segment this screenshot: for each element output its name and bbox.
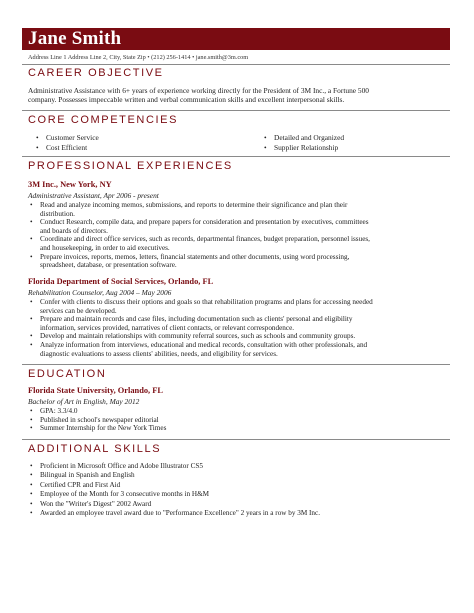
section-divider bbox=[22, 364, 450, 365]
candidate-name: Jane Smith bbox=[28, 28, 122, 49]
job-bullet bbox=[28, 253, 446, 270]
competency-item: • Detailed and Organized bbox=[264, 133, 344, 143]
competency-item: • Customer Service bbox=[36, 133, 99, 143]
bullet-line: information, services provided, narratives of client contacts, or relevant correspondence. bbox=[40, 323, 295, 332]
job-role: Rehabilitation Counselor, Aug 2004 – May 2006 bbox=[28, 288, 172, 297]
bullet-line: • Read and analyze incoming memos, submissions, and reports to determine their significance and plan their bbox=[40, 201, 348, 209]
bullet-line: • Develop and maintain relationships with community referral sources, such as schools and community groups. bbox=[40, 332, 356, 341]
skill-bullet: • Awarded an employee travel award due to "Performance Excellence" 2 years in a row by 3M Inc. bbox=[28, 509, 446, 518]
contact-line: Address Line 1 Address Line 2, City, State Zip • (212) 256-1414 • jane.smith@3m.com bbox=[28, 54, 249, 61]
section-title-skills: ADDITIONAL SKILLS bbox=[28, 443, 162, 455]
bullet-line: • Prepare invoices, reports, memos, letters, financial statements and other documents, using word processing, bbox=[40, 252, 350, 261]
competencies-left-column bbox=[36, 133, 99, 152]
bullet-line: • Analyze information from interviews, educational and medical records, consultation with other professionals, and bbox=[40, 340, 368, 349]
section-divider bbox=[22, 64, 450, 65]
section-title-objective: CAREER OBJECTIVE bbox=[28, 67, 164, 79]
education-bullet: • GPA: 3.3/4.0 bbox=[28, 407, 446, 416]
job-bullet bbox=[28, 201, 446, 218]
job-bullet bbox=[28, 332, 446, 341]
skill-bullet: • Employee of the Month for 3 consecutive months in H&M bbox=[28, 490, 446, 499]
name-banner bbox=[22, 28, 450, 50]
job-bullets bbox=[28, 298, 446, 358]
bullet-line: and housekeeping, in order to aid executives. bbox=[40, 243, 170, 252]
skill-bullet: • Bilingual in Spanish and English bbox=[28, 471, 446, 480]
skill-bullet: • Won the "Writer's Digest" 2002 Award bbox=[28, 500, 446, 509]
job-bullet bbox=[28, 235, 446, 252]
objective-text bbox=[28, 86, 446, 104]
bullet-line: • Prepare and maintain records and case files, including documentation such as clients' personal and eligibility bbox=[40, 315, 353, 324]
objective-line: Administrative Assistance with 6+ years of experience working directly for the President of 3M Inc., a Fortune 500 bbox=[28, 86, 369, 95]
bullet-line: distribution. bbox=[40, 209, 75, 218]
bullet-line: • Conduct Research, compile data, and prepare papers for consideration and presentation by executives, committees bbox=[40, 218, 369, 227]
education-school: Florida State University, Orlando, FL bbox=[28, 386, 163, 395]
skill-bullet: • Proficient in Microsoft Office and Adobe Illustrator CS5 bbox=[28, 462, 446, 471]
bullet-line: and boards of directors. bbox=[40, 226, 108, 235]
bullet-line: spreadsheet, database, or presentation software. bbox=[40, 261, 177, 270]
job-bullet bbox=[28, 315, 446, 332]
education-degree: Bachelor of Art in English, May 2012 bbox=[28, 397, 140, 406]
bullet-line: • Coordinate and direct office services, such as records, departmental finances, budget preparation, personnel issues, bbox=[40, 235, 370, 244]
section-title-competencies: CORE COMPETENCIES bbox=[28, 114, 179, 126]
job-bullet bbox=[28, 341, 446, 358]
education-bullet: • Published in school's newspaper editorial bbox=[28, 416, 446, 425]
bullet-line: • Confer with clients to discuss their options and goals so that rehabilitation programs and plans for accessing needed bbox=[40, 298, 373, 306]
section-title-experience: PROFESSIONAL EXPERIENCES bbox=[28, 160, 233, 172]
section-title-education: EDUCATION bbox=[28, 368, 107, 380]
job-bullet bbox=[28, 218, 446, 235]
bullet-line: diagnostic evaluations to assess clients' abilities, needs, and eligibility for services. bbox=[40, 349, 278, 358]
education-bullets bbox=[28, 407, 446, 433]
bullet-line: services can be developed. bbox=[40, 306, 117, 315]
competencies-right-column bbox=[264, 133, 344, 152]
education-bullet: • Summer Internship for the New York Times bbox=[28, 424, 446, 433]
job-bullets bbox=[28, 201, 446, 270]
section-divider bbox=[22, 439, 450, 440]
section-divider bbox=[22, 156, 450, 157]
job-company: 3M Inc., New York, NY bbox=[28, 180, 112, 189]
job-company: Florida Department of Social Services, Orlando, FL bbox=[28, 277, 214, 286]
skill-bullet: • Certified CPR and First Aid bbox=[28, 481, 446, 490]
competency-item: • Cost Efficient bbox=[36, 143, 99, 153]
competency-item: • Supplier Relationship bbox=[264, 143, 344, 153]
objective-line: company. Possesses impeccable written and verbal communication skills and excellent interpersonal skills. bbox=[28, 95, 345, 104]
job-bullet bbox=[28, 298, 446, 315]
section-divider bbox=[22, 110, 450, 111]
skills-bullets bbox=[28, 462, 446, 518]
job-role: Administrative Assistant, Apr 2006 - present bbox=[28, 191, 159, 200]
